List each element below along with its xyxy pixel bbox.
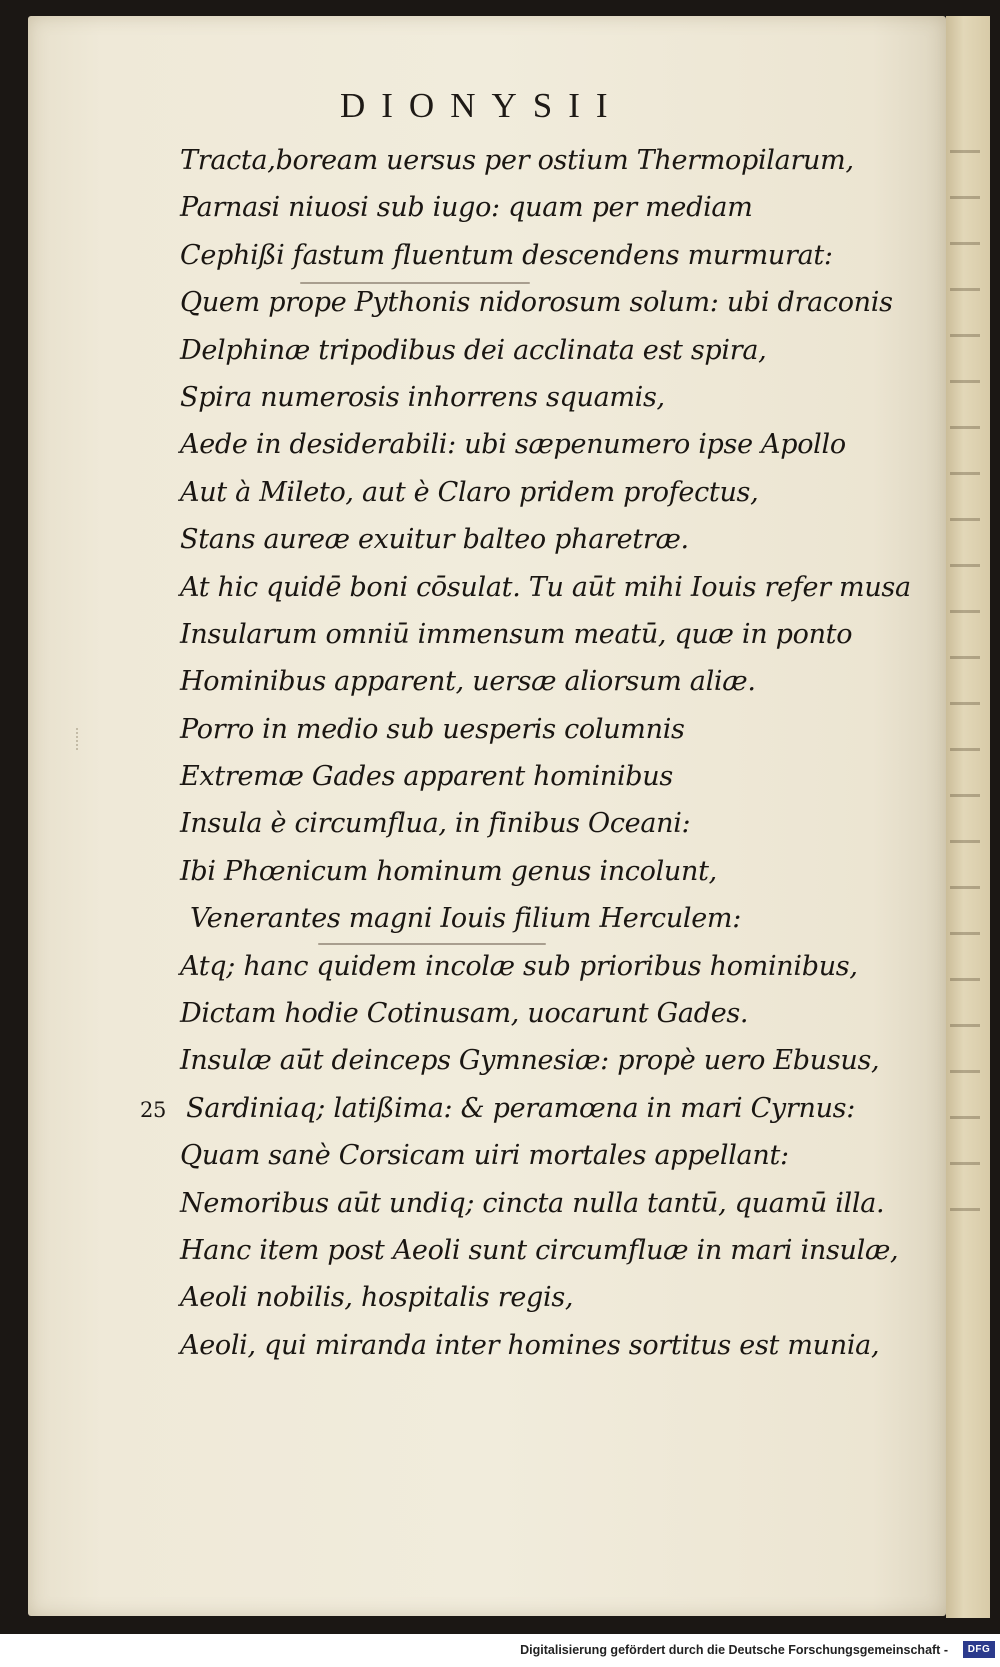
margin-mark — [76, 728, 82, 750]
facing-page-text-traces — [950, 150, 986, 1254]
verse-line: Insulæ aūt deinceps Gymnesiæ: propè uero Ebusus, — [180, 1045, 880, 1077]
verse-line: Stans aureæ exuitur balteo pharetræ. — [180, 524, 689, 556]
line-number: 25 — [140, 1097, 167, 1122]
verse-line: Parnasi niuosi sub iugo: quam per mediam — [180, 192, 753, 224]
verse-line-numbered — [140, 1085, 940, 1132]
verse-line: At hic quidē boni cōsulat. Tu aūt mihi Iouis refer musa — [180, 571, 911, 603]
verse-line: Atq; hanc quidem incolæ sub prioribus hominibus, — [180, 950, 858, 982]
verse-line: Aut à Mileto, aut è Claro pridem profectus, — [180, 476, 759, 508]
dfg-logo: DFG — [963, 1641, 995, 1658]
verse-line: Cephißi fastum fluentum descendens murmurat: — [180, 239, 833, 271]
verse-line: Insularum omniū immensum meatū, quæ in ponto — [180, 618, 853, 650]
verse-line: Quam sanè Corsicam uiri mortales appellant: — [180, 1140, 789, 1172]
digitization-credit: Digitalisierung gefördert durch die Deutsche Forschungsgemeinschaft - — [520, 1643, 948, 1657]
verse-line: Aede in desiderabili: ubi sæpenumero ipse Apollo — [180, 429, 846, 461]
verse-line: Insula è circumflua, in finibus Oceani: — [180, 808, 691, 840]
verse-line: Venerantes magni Iouis filium Herculem: — [190, 903, 742, 935]
verse-line: Aeoli nobilis, hospitalis regis, — [180, 1282, 574, 1314]
verse-line: Hominibus apparent, uersæ aliorsum aliæ. — [180, 666, 756, 698]
verse-line: Tracta,boream uersus per ostium Thermopilarum, — [180, 145, 854, 176]
verse-line: Dictam hodie Cotinusam, uocarunt Gades. — [180, 998, 749, 1030]
verse-line: Ibi Phœnicum hominum genus incolunt, — [180, 855, 717, 887]
pencil-underline — [318, 943, 546, 945]
running-head: DIONYSII — [340, 86, 624, 125]
verse-line: Quem prope Pythonis nidorosum solum: ubi draconis — [180, 287, 893, 319]
verse-line: Aeoli, qui miranda inter homines sortitus est munia, — [180, 1329, 880, 1361]
verse-line: Extremæ Gades apparent hominibus — [180, 761, 673, 793]
verse-line: Hanc item post Aeoli sunt circumfluæ in mari insulæ, — [180, 1234, 899, 1266]
verse-line-text: Sardiniaq; latißima: & peramœna in mari Cyrnus: — [186, 1092, 856, 1124]
pencil-underline — [300, 282, 530, 284]
verse-line: Delphinæ tripodibus dei acclinata est spira, — [180, 334, 767, 366]
verse-line: Porro in medio sub uesperis columnis — [180, 713, 685, 745]
verse-line: Nemoribus aūt undiq; cincta nulla tantū, quamū illa. — [180, 1187, 885, 1219]
verse-text — [140, 137, 940, 1369]
verse-line: Spira numerosis inhorrens squamis, — [180, 381, 665, 413]
